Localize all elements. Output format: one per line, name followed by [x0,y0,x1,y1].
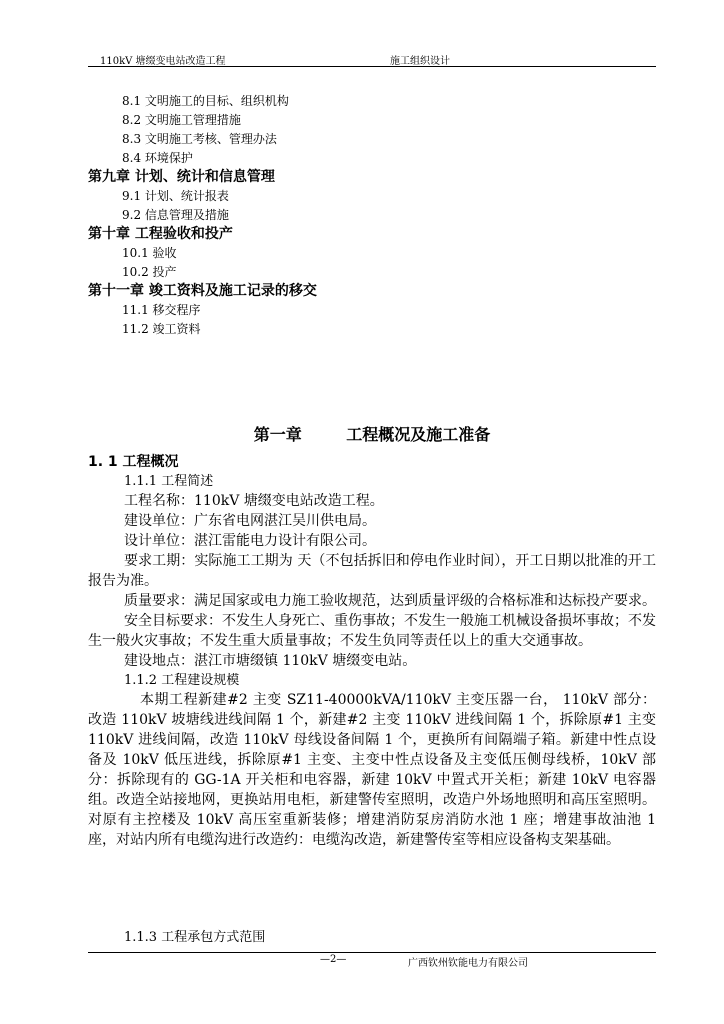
toc-item: 10.2 投产 [122,265,177,279]
toc-chapter: 第九章 计划、统计和信息管理 [88,169,275,185]
toc-item: 8.4 环境保护 [122,151,193,165]
toc-item: 8.1 文明施工的目标、组织机构 [122,94,289,108]
table-of-contents [88,92,656,339]
paragraph: 安全目标要求：不发生人身死亡、重伤事故；不发生一般施工机械设备损坏事故；不发生一般火灾事故；不发生重大质量事故；不发生负同等责任以上的重大交通事故。 [88,613,656,649]
paragraph: 设计单位：湛江雷能电力设计有限公司。 [124,533,376,549]
paragraph: 建设单位：广东省电网湛江吴川供电局。 [124,513,376,529]
subsection-heading: 1.1.1 工程简述 [124,474,214,489]
footer-company: 广西钦州钦能电力有限公司 [408,958,528,969]
section-overview [88,452,656,850]
paragraph: 建设地点：湛江市塘缀镇 110kV 塘缀变电站。 [124,653,417,669]
toc-item: 8.3 文明施工考核、管理办法 [122,132,277,146]
paragraph: 工程名称：110kV 塘缀变电站改造工程。 [124,493,384,509]
toc-item: 9.2 信息管理及措施 [122,208,229,222]
toc-chapter: 第十一章 竣工资料及施工记录的移交 [88,283,317,299]
toc-chapter: 第十章 工程验收和投产 [88,226,233,242]
subsection-heading: 1.1.2 工程建设规模 [124,673,240,688]
paragraph: 质量要求：满足国家或电力施工验收规范，达到质量评级的合格标准和达标投产要求。 [124,593,656,609]
page-header [88,52,656,67]
header-project-name: 110kV 塘缀变电站改造工程 [100,56,226,67]
header-doc-title: 施工组织设计 [390,56,450,67]
toc-item: 10.1 验收 [122,246,177,260]
toc-item: 11.1 移交程序 [122,303,201,317]
chapter-title: 第一章 工程概况及施工准备 [253,425,491,444]
page-number: —2— [320,954,347,965]
scope-paragraph: 本期工程新建#2 主变 SZ11-40000kVA/110kV 主变压器一台， 110kV 部分：改造 110kV 坡塘线进线间隔 1 个，新建#2 主变 110kV 进线间隔 1 个，拆除原#1 主变 110kV 进线间隔，改造 110kV 母线设备间隔 1 个，更换所有间隔端子箱。新建中性点设备及 10kV 低压进线，拆除原#1 主变、主变中性点设备及主变低压侧母线桥，10kV 部分：拆除现有的 GG-1A 开关柜和电容器，新建 10kV 中置式开关柜；新建 10kV 电容器组。改造全站接地网，更换站用电柜，新建警传室照明，改造户外场地照明和高压室照明。对原有主控楼及 10kV 高压室重新装修；增建消防泵房消防水池 1 座；增建事故油池 1 座，对站内所有电缆沟进行改造约：电缆沟改造，新建警传室等相应设备构支架基础。 [88,692,656,848]
section-heading: 1. 1 工程概况 [88,454,179,470]
toc-item: 9.1 计划、统计报表 [122,189,229,203]
subsection-heading: 1.1.3 工程承包方式范围 [124,930,266,945]
toc-item: 8.2 文明施工管理措施 [122,113,241,127]
toc-item: 11.2 竣工资料 [122,322,201,336]
paragraph: 要求工期：实际施工工期为 天（不包括拆旧和停电作业时间），开工日期以批准的开工报告为准。 [88,553,656,589]
page-footer [88,952,656,967]
